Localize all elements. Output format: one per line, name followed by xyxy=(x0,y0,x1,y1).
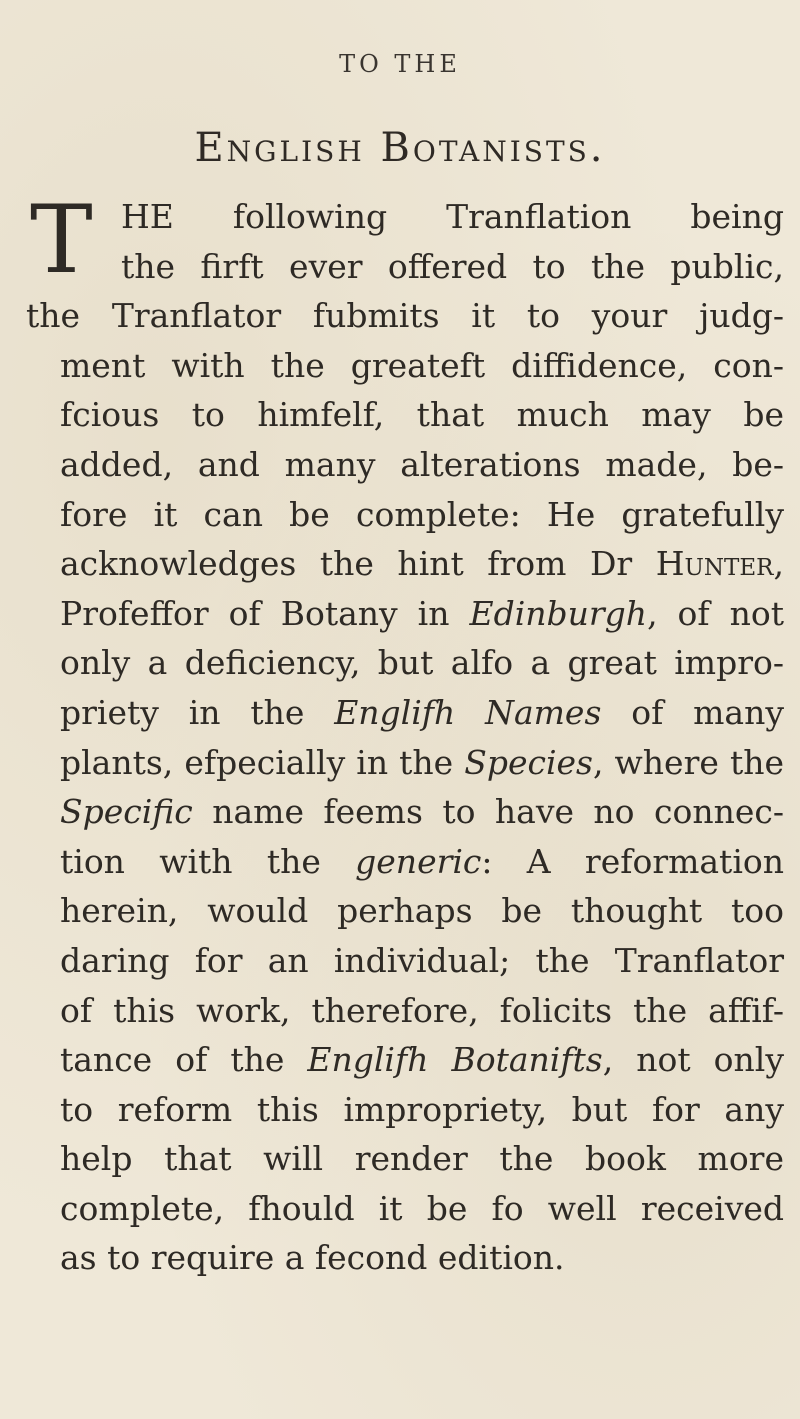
text-line: complete, fhould it be fo well received xyxy=(60,1188,784,1228)
text-line: fcious to himfelf, that much may be xyxy=(60,395,784,435)
text-line: acknowledges the hint from Dr Hunter, xyxy=(60,544,784,584)
text-line: tion with the generic: A reformation xyxy=(60,841,784,881)
text-line: fore it can be complete: He gratefully xyxy=(60,494,784,534)
text-line: Profeffor of Botany in Edinburgh, of not xyxy=(60,593,785,633)
text-line: tance of the Englifh Botanifts, not only xyxy=(60,1040,784,1080)
body-text xyxy=(26,186,785,1283)
text-line: added, and many alterations made, be- xyxy=(60,444,784,484)
text-line: ment with the greateft diffidence, con- xyxy=(60,345,784,385)
dedication-title: English Botanists. xyxy=(194,125,606,171)
text-line: plants, efpecially in the Species, where the xyxy=(60,742,784,782)
drop-cap: T xyxy=(30,186,93,295)
text-line: help that will render the book more xyxy=(60,1139,784,1179)
text-line: HE following Tranflation being xyxy=(121,197,784,236)
dedication-heading: TO THE xyxy=(339,50,461,78)
text-line: only a deficiency, but alfo a great impro- xyxy=(60,643,784,683)
text-line: priety in the Englifh Names of many xyxy=(60,692,784,732)
text-line: Specific name feems to have no connec- xyxy=(60,792,784,832)
text-line: daring for an individual; the Tranflator xyxy=(60,940,784,980)
text-line: herein, would perhaps be thought too xyxy=(60,891,784,931)
text-line: as to require a fecond edition. xyxy=(60,1238,565,1278)
text-line: of this work, therefore, folicits the affif- xyxy=(60,990,784,1030)
text-line: the firft ever offered to the public, xyxy=(121,246,784,286)
text-line: the Tranflator fubmits it to your judg- xyxy=(26,296,784,336)
text-line: to reform this impropriety, but for any xyxy=(60,1089,784,1129)
